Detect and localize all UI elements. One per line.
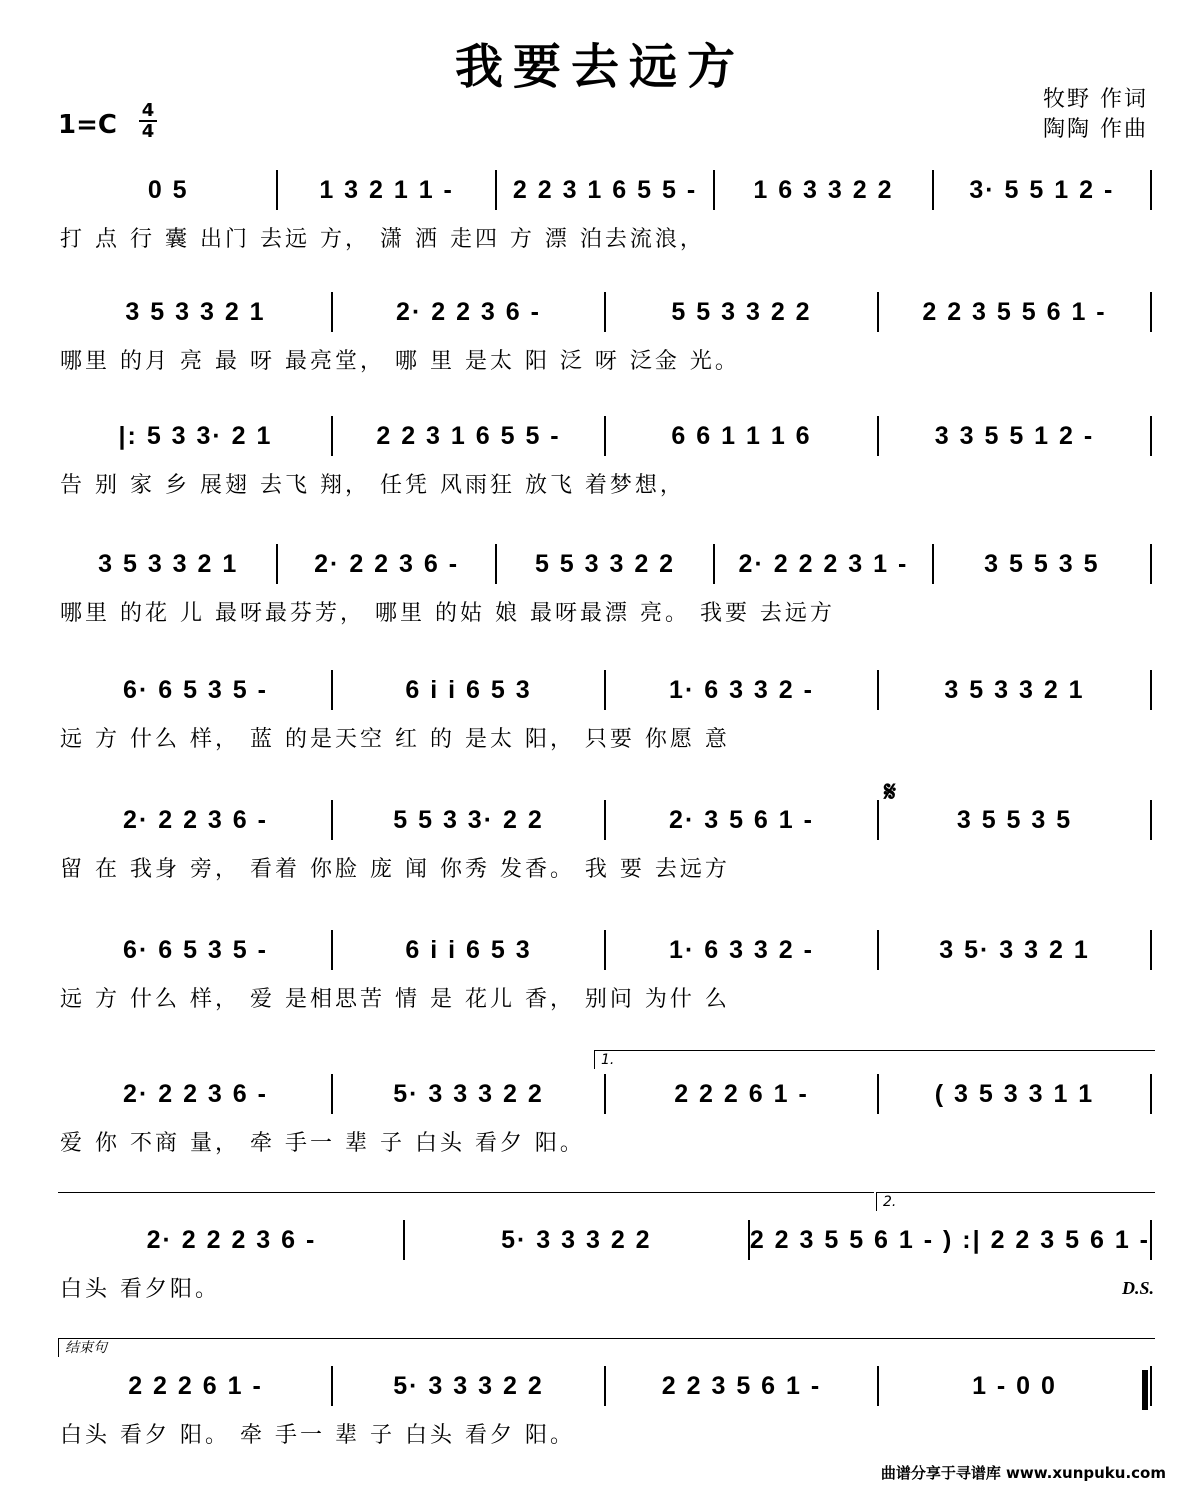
measure: 3 5 3 3 2 1: [125, 297, 266, 326]
lyrics-row: 打 点 行 囊 出门 去远 方， 潇 洒 走四 方 漂 泊去流浪，: [60, 227, 705, 252]
score-line: [0, 1220, 1200, 1330]
score-line: [0, 1366, 1200, 1476]
notation-row: [60, 800, 1152, 840]
measure: 1· 6 3 3 2 -: [669, 935, 814, 964]
measure: 2 2 3 1 6 5 5 -: [376, 421, 561, 450]
barline: [1150, 544, 1152, 584]
notation-row: [60, 292, 1152, 332]
lyrics-row: 留 在 我身 旁， 看着 你脸 庞 闻 你秀 发香。 我 要 去远方: [60, 857, 730, 882]
key-signature: 1=C: [58, 110, 117, 140]
measure: 1· 6 3 3 2 -: [669, 675, 814, 704]
ending-1-bracket: 1.: [594, 1050, 1155, 1069]
score-line: [0, 670, 1200, 780]
measure: 1 - 0 0: [972, 1371, 1057, 1400]
barline: [1150, 670, 1152, 710]
lyrics-row: 远 方 什么 样， 爱 是相思苦 情 是 花儿 香， 别问 为什 么: [60, 987, 730, 1012]
measure: 2· 2 2 3 6 -: [396, 297, 541, 326]
score-line: [0, 292, 1200, 402]
composer-credit: 陶陶 作曲: [1043, 117, 1148, 142]
barline: [1150, 170, 1152, 210]
lyrics-row: 爱 你 不商 量， 牵 手一 辈 子 白头 看夕 阳。: [60, 1131, 585, 1156]
measure: ( 3 5 3 3 1 1: [934, 1079, 1095, 1108]
measure: 6 i i 6 5 3: [405, 675, 532, 704]
notation-row: [60, 544, 1152, 584]
score-line: [0, 800, 1200, 910]
barline: [1150, 292, 1152, 332]
ds-mark: D.S.: [1122, 1278, 1155, 1298]
footer-credit: 曲谱分享于寻谱库 www.xunpuku.com: [880, 1464, 1166, 1482]
score-line: [0, 544, 1200, 654]
score-line: [0, 170, 1200, 280]
notation-row: [60, 670, 1152, 710]
measure: 3 5 5 3 5: [956, 805, 1073, 834]
notation-row: [60, 416, 1152, 456]
notation-row: [60, 170, 1152, 210]
lyrics-row: 哪里 的月 亮 最 呀 最亮堂， 哪 里 是太 阳 泛 呀 泛金 光。: [60, 349, 740, 374]
measure: 6· 6 5 3 5 -: [123, 935, 268, 964]
measure: 6 i i 6 5 3: [405, 935, 532, 964]
measure: 2 2 3 1 6 5 5 -: [512, 175, 698, 204]
song-title: 我要去远方: [454, 39, 745, 95]
notation-row: [60, 1074, 1152, 1114]
ending-2-bracket: 2.: [876, 1192, 1155, 1211]
segno-mark: 𝄋: [884, 775, 897, 808]
score-line: [0, 416, 1200, 526]
score-line: [0, 930, 1200, 1040]
barline: [1150, 416, 1152, 456]
measure: 6 6 1 1 1 6: [671, 421, 812, 450]
barline: [1150, 800, 1152, 840]
measure: 5 5 3 3 2 2: [534, 549, 676, 578]
measure: 2· 2 2 3 6 -: [314, 549, 460, 578]
measure: 5 5 3 3 2 2: [671, 297, 812, 326]
notation-row: [60, 1366, 1152, 1406]
measure: 3 5 3 3 2 1: [944, 675, 1085, 704]
notation-row: [60, 930, 1152, 970]
final-double-barline: [1142, 1370, 1148, 1410]
barline: [1150, 1220, 1152, 1260]
lyrics-row: 白头 看夕 阳。 牵 手一 辈 子 白头 看夕 阳。: [60, 1423, 575, 1448]
lyrics-row: 哪里 的花 儿 最呀最芬芳， 哪里 的姑 娘 最呀最漂 亮。 我要 去远方: [60, 601, 835, 626]
measure: 5· 3 3 3 2 2: [393, 1079, 544, 1108]
measure: 5· 3 3 3 2 2: [393, 1371, 544, 1400]
lyrics-row: 告 别 家 乡 展翅 去飞 翔， 任凭 风雨狂 放飞 着梦想，: [60, 473, 685, 498]
measure: 2· 3 5 6 1 -: [669, 805, 814, 834]
measure: 3 5· 3 3 2 1: [939, 935, 1090, 964]
measure: 5 5 3 3· 2 2: [393, 805, 544, 834]
measure: 2 2 3 5 5 6 1 -: [922, 297, 1107, 326]
notation-row: [60, 1220, 1152, 1260]
measure: 3 5 5 3 5: [984, 549, 1100, 578]
lyrics-row: 白头 看夕阳。: [60, 1277, 220, 1302]
measure: 5· 3 3 3 2 2: [501, 1225, 652, 1254]
time-signature-bottom: 4: [141, 121, 155, 142]
coda-bracket: 结束句: [58, 1338, 1155, 1357]
time-signature-top: 4: [141, 100, 155, 121]
score-line: [0, 1074, 1200, 1184]
lyrics-row: 远 方 什么 样， 蓝 的是天空 红 的 是太 阳， 只要 你愿 意: [60, 727, 730, 752]
measure: 1 6 3 3 2 2: [753, 175, 894, 204]
ending-1-continuation: [58, 1192, 874, 1211]
measure: 2· 2 2 3 6 -: [123, 1079, 268, 1108]
measure: 3 3 5 5 1 2 -: [934, 421, 1095, 450]
barline: [1150, 930, 1152, 970]
barline: [1150, 1366, 1152, 1406]
measure: 2 2 3 5 6 1 -: [661, 1371, 822, 1400]
measure: 2· 2 2 2 3 1 -: [738, 549, 909, 578]
measure: 2· 2 2 3 6 -: [123, 805, 268, 834]
measure: 2 2 2 6 1 -: [674, 1079, 809, 1108]
lyricist-credit: 牧野 作词: [1043, 87, 1148, 112]
measure: 0 5: [147, 175, 189, 204]
measure: 3· 5 5 1 2 -: [969, 175, 1115, 204]
measure: 2 2 3 5 5 6 1 - ) :| 2 2 3 5 6 1 -: [749, 1225, 1150, 1254]
measure: 2· 2 2 2 3 6 -: [146, 1225, 317, 1254]
measure: 6· 6 5 3 5 -: [123, 675, 268, 704]
measure: |: 5 3 3· 2 1: [118, 421, 273, 450]
barline: [1150, 1074, 1152, 1114]
measure: 2 2 2 6 1 -: [128, 1371, 263, 1400]
time-signature: [137, 101, 159, 141]
measure: 1 3 2 1 1 -: [319, 175, 454, 204]
measure: 3 5 3 3 2 1: [98, 549, 239, 578]
